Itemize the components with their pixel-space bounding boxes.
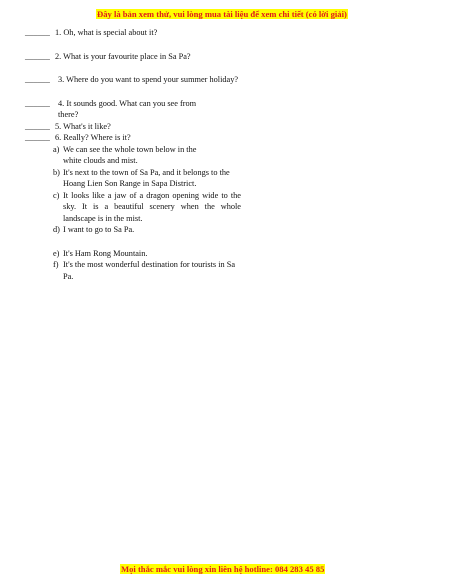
question-4 bbox=[25, 98, 245, 121]
question-text: 5. What's it like? bbox=[55, 121, 111, 131]
question-2 bbox=[25, 51, 245, 63]
option-d: d) I want to go to Sa Pa. bbox=[53, 225, 135, 234]
answer-blank: ______ bbox=[25, 121, 50, 131]
answer-blank: ______ bbox=[25, 75, 50, 84]
answer-blank: ______ bbox=[25, 98, 50, 108]
question-text: 6. Really? Where is it? bbox=[55, 133, 131, 142]
answer-blank: ______ bbox=[25, 51, 50, 61]
hotline-notice-banner: Mọi thắc mắc vui lòng xin liên hệ hotline: 084 283 45 85 bbox=[121, 564, 325, 574]
question-text: 1. Oh, what is special about it? bbox=[55, 28, 158, 37]
question-text: 2. What is your favourite place in Sa Pa? bbox=[55, 51, 191, 61]
option-a: a) We can see the whole town below in the white clouds and mist. bbox=[53, 144, 197, 165]
question-3 bbox=[25, 74, 245, 86]
option-e: e) It's Ham Rong Mountain. bbox=[53, 248, 148, 258]
exercise-content bbox=[25, 27, 245, 282]
question-5 bbox=[25, 121, 245, 133]
option-f: f) It's the most wonderful destination for tourists in Sa Pa. bbox=[53, 260, 236, 281]
answer-options bbox=[53, 144, 241, 283]
question-6 bbox=[25, 132, 245, 144]
option-c: c) It looks like a jaw of a dragon opening wide to the sky. It is a beautiful scenery when the whole landscape is in the mist. bbox=[53, 190, 241, 223]
question-1 bbox=[25, 27, 245, 39]
option-b: b) It's next to the town of Sa Pa, and it belongs to the Hoang Lien Son Range in Sapa District. bbox=[53, 167, 230, 188]
answer-blank: ______ bbox=[25, 28, 50, 37]
answer-blank: ______ bbox=[25, 133, 50, 142]
preview-notice-banner: Đây là bản xem thử, vui lòng mua tài liệu để xem chi tiết (có lời giải) bbox=[97, 9, 347, 19]
question-text: 4. It sounds good. What can you see from there? bbox=[58, 98, 197, 119]
question-text: 3. Where do you want to spend your summer holiday? bbox=[58, 75, 239, 84]
